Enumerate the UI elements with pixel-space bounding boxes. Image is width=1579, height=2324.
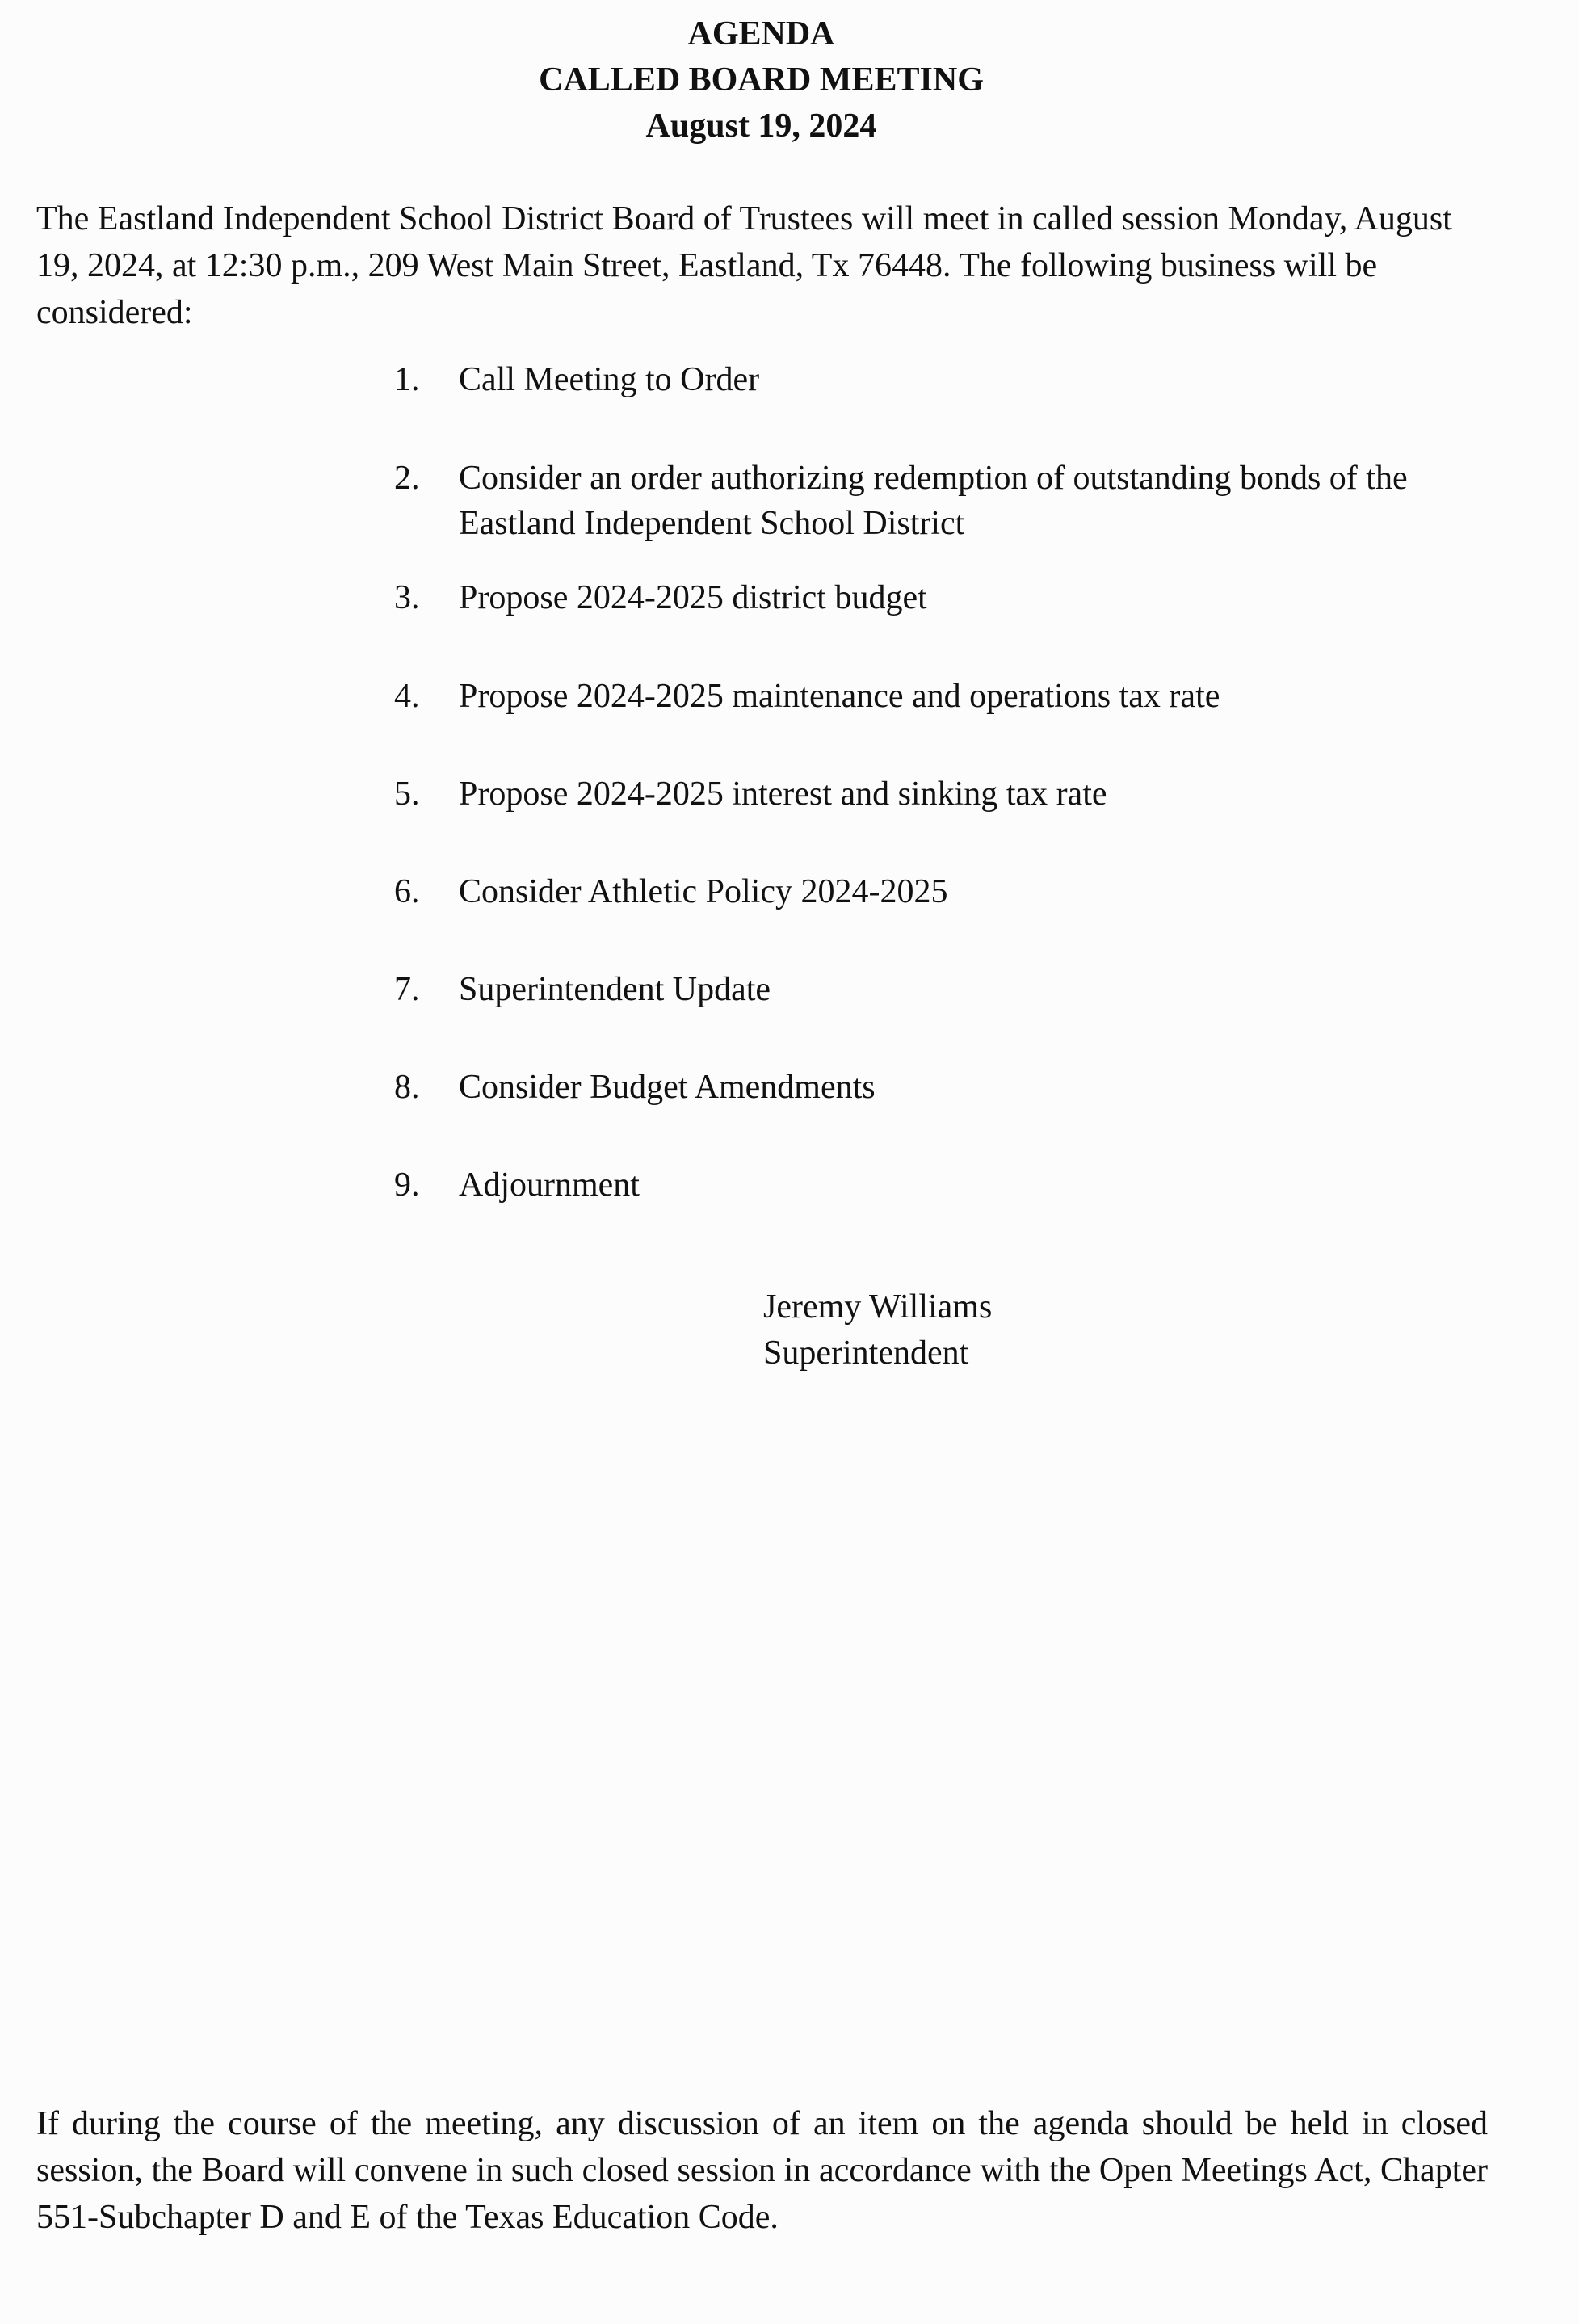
- agenda-item-number: 9.: [394, 1166, 420, 1204]
- agenda-item-number: 2.: [394, 460, 420, 497]
- agenda-item-text: Consider Athletic Policy 2024-2025: [459, 873, 948, 910]
- agenda-item-number: 3.: [394, 579, 420, 616]
- agenda-item-text: Superintendent Update: [459, 971, 771, 1008]
- document-title: AGENDA: [687, 15, 835, 53]
- agenda-item-text: Propose 2024-2025 maintenance and operations tax rate: [459, 678, 1220, 715]
- agenda-item-number: 5.: [394, 775, 420, 813]
- intro-paragraph: The Eastland Independent School District Board of Trustees will meet in called session Monday, August 19, 2024, at 12:30 p.m., 209 West Main Street, Eastland, Tx 76448. The following business will be considered:: [36, 200, 1452, 331]
- signer-name: Jeremy Williams: [763, 1288, 993, 1326]
- meeting-type: CALLED BOARD MEETING: [539, 61, 984, 99]
- agenda-item: [394, 869, 1525, 914]
- signature-block: [763, 1284, 992, 1376]
- agenda-item-text: Propose 2024-2025 district budget: [459, 579, 927, 616]
- agenda-item: [394, 1065, 1525, 1110]
- agenda-item: [394, 575, 1525, 620]
- meeting-date: August 19, 2024: [645, 107, 877, 145]
- agenda-item-number: 8.: [394, 1069, 420, 1106]
- agenda-item: [394, 1162, 1525, 1208]
- agenda-item-text: Adjournment: [459, 1166, 640, 1204]
- agenda-item-number: 6.: [394, 873, 420, 910]
- agenda-item: [394, 771, 1525, 817]
- agenda-item-number: 7.: [394, 971, 420, 1008]
- agenda-item: [394, 967, 1525, 1012]
- agenda-item-number: 1.: [394, 361, 420, 398]
- closed-session-notice: If during the course of the meeting, any discussion of an item on the agenda should be held in closed session, the Board will convene in such closed session in accordance with the Open Meetings Act, Chapter 551-Subchapter D and E of the Texas Education Code.: [36, 2105, 1488, 2236]
- agenda-header: [0, 11, 1522, 149]
- agenda-item-text: Consider Budget Amendments: [459, 1069, 876, 1106]
- agenda-item-number: 4.: [394, 678, 420, 715]
- agenda-item-text: Propose 2024-2025 interest and sinking tax rate: [459, 775, 1107, 813]
- agenda-item-text: Consider an order authorizing redemption of outstanding bonds of the Eastland Independent School District: [459, 460, 1408, 542]
- agenda-item: [394, 456, 1525, 546]
- agenda-item: [394, 357, 1525, 402]
- agenda-item: [394, 674, 1525, 719]
- signer-title: Superintendent: [763, 1334, 969, 1372]
- agenda-item-text: Call Meeting to Order: [459, 361, 760, 398]
